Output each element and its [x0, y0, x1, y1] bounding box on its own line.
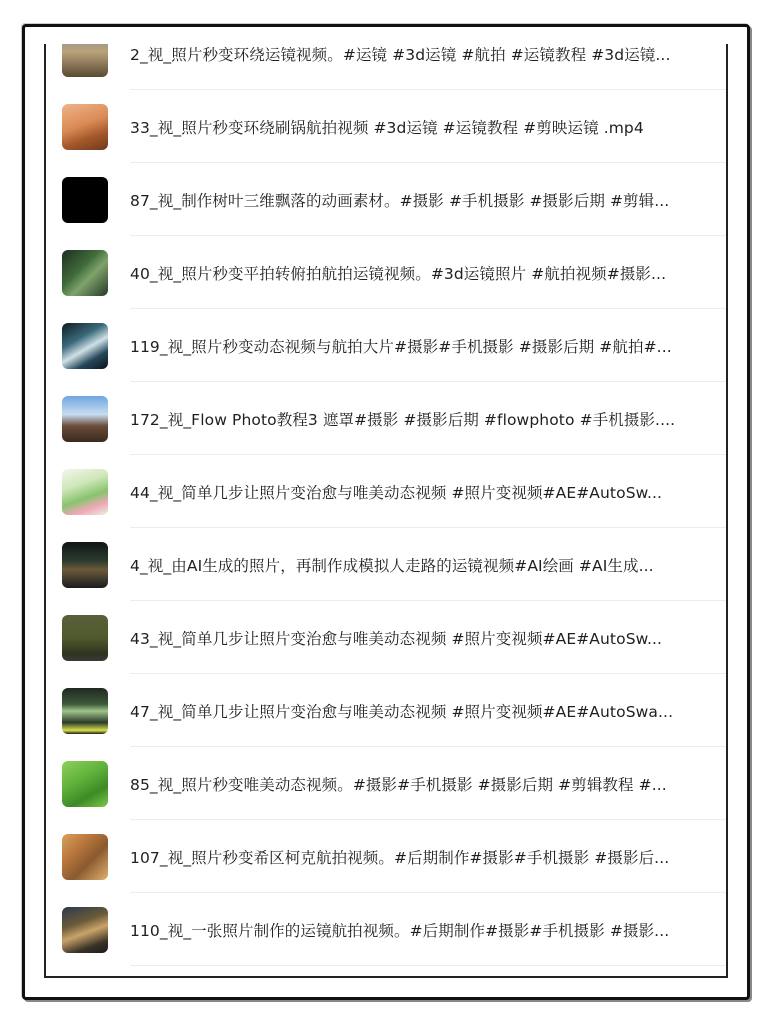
- video-title: 2_视_照片秒变环绕运镜视频。#运镜 #3d运镜 #航拍 #运镜教程 #3d运镜...: [130, 45, 671, 64]
- list-item[interactable]: [46, 747, 726, 820]
- list-item[interactable]: [46, 528, 726, 601]
- list-item[interactable]: [46, 309, 726, 382]
- list-item[interactable]: [46, 601, 726, 674]
- video-thumbnail: [62, 396, 108, 442]
- video-thumbnail: [62, 469, 108, 515]
- list-item[interactable]: [46, 382, 726, 455]
- video-thumbnail: [62, 323, 108, 369]
- video-thumbnail: [62, 44, 108, 77]
- video-thumbnail: [62, 907, 108, 953]
- list-item[interactable]: [46, 674, 726, 747]
- video-thumbnail: [62, 834, 108, 880]
- video-title: 119_视_照片秒变动态视频与航拍大片#摄影#手机摄影 #摄影后期 #航拍#...: [130, 337, 672, 356]
- video-title: 4_视_由AI生成的照片，再制作成模拟人走路的运镜视频#AI绘画 #AI生成...: [130, 556, 654, 575]
- list-item[interactable]: [46, 893, 726, 966]
- video-thumbnail: [62, 615, 108, 661]
- video-thumbnail: [62, 104, 108, 150]
- video-thumbnail: [62, 177, 108, 223]
- list-item[interactable]: [46, 820, 726, 893]
- video-title: 85_视_照片秒变唯美动态视频。#摄影#手机摄影 #摄影后期 #剪辑教程 #...: [130, 775, 667, 794]
- video-file-list: [46, 44, 726, 966]
- video-thumbnail: [62, 761, 108, 807]
- video-title: 40_视_照片秒变平拍转俯拍航拍运镜视频。#3d运镜照片 #航拍视频#摄影...: [130, 264, 667, 283]
- video-title: 87_视_制作树叶三维飘落的动画素材。#摄影 #手机摄影 #摄影后期 #剪辑...: [130, 191, 670, 210]
- list-item[interactable]: [46, 90, 726, 163]
- list-item[interactable]: [46, 236, 726, 309]
- video-title: 172_视_Flow Photo教程3 遮罩#摄影 #摄影后期 #flowphoto #手机摄影....: [130, 410, 676, 429]
- video-thumbnail: [62, 688, 108, 734]
- video-thumbnail: [62, 250, 108, 296]
- video-thumbnail: [62, 542, 108, 588]
- video-title: 110_视_一张照片制作的运镜航拍视频。#后期制作#摄影#手机摄影 #摄影...: [130, 921, 670, 940]
- video-title: 107_视_照片秒变希区柯克航拍视频。#后期制作#摄影#手机摄影 #摄影后...: [130, 848, 670, 867]
- video-title: 43_视_简单几步让照片变治愈与唯美动态视频 #照片变视频#AE#AutoSw...: [130, 629, 663, 648]
- video-title: 33_视_照片秒变环绕刷锅航拍视频 #3d运镜 #运镜教程 #剪映运镜 .mp4: [130, 118, 644, 137]
- list-item[interactable]: [46, 44, 726, 90]
- file-list-panel: [44, 44, 728, 978]
- list-item[interactable]: [46, 163, 726, 236]
- video-title: 44_视_简单几步让照片变治愈与唯美动态视频 #照片变视频#AE#AutoSw...: [130, 483, 663, 502]
- list-item[interactable]: [46, 455, 726, 528]
- video-title: 47_视_简单几步让照片变治愈与唯美动态视频 #照片变视频#AE#AutoSwa...: [130, 702, 674, 721]
